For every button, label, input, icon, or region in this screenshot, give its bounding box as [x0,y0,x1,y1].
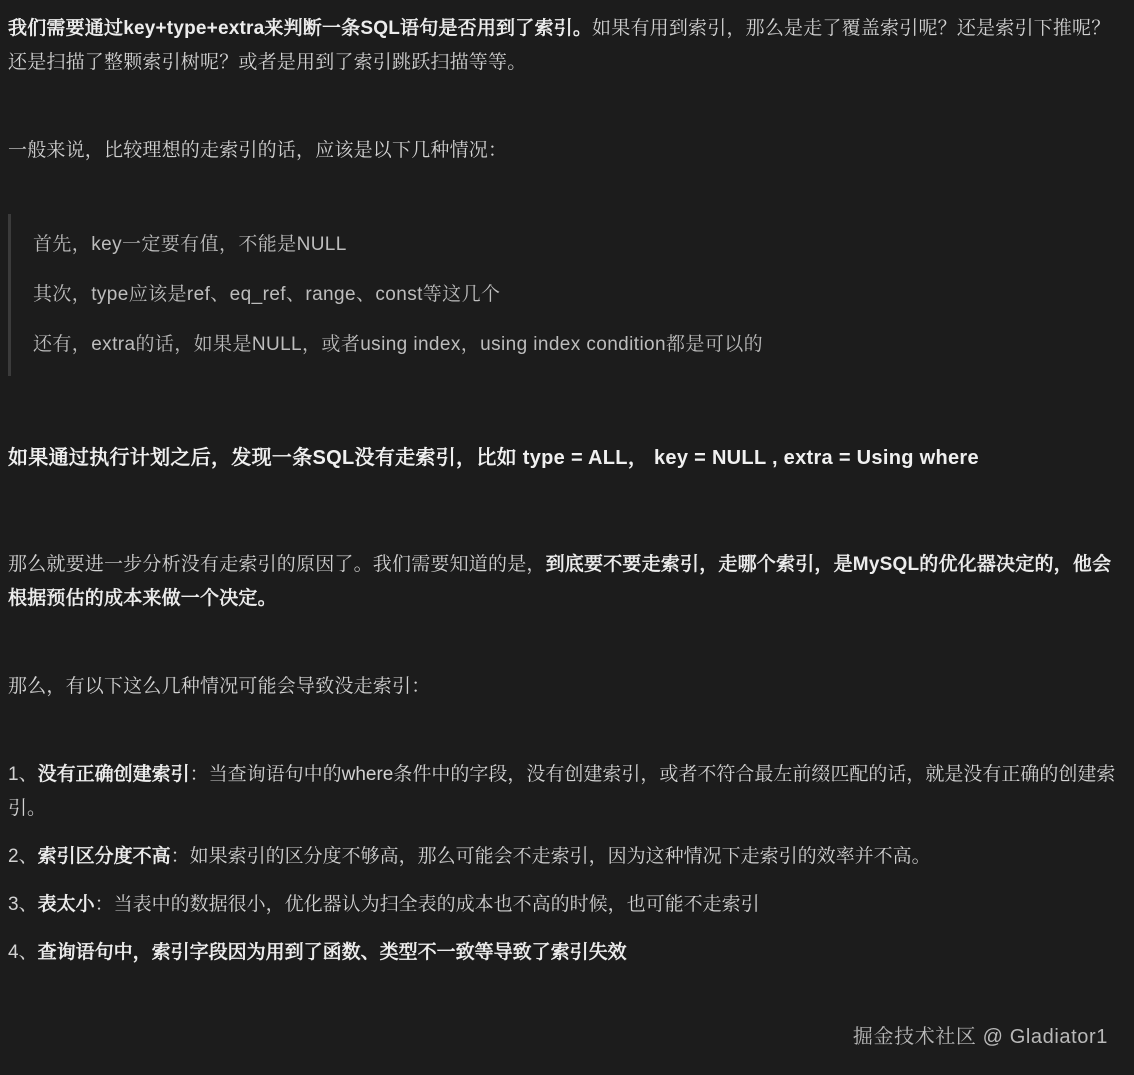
quote-block [8,214,1122,376]
reason-number-4: 4、 [8,942,38,963]
list-item [8,758,1122,826]
watermark: 掘金技术社区 @ Gladiator1 [852,1026,1108,1048]
headline-no-index: 如果通过执行计划之后，发现一条SQL没有走索引，比如 type = ALL， key = NULL , extra = Using where [8,447,979,469]
paragraph-cases-lead: 那么，有以下这么几种情况可能会导致没走索引： [8,676,431,697]
spacer [8,616,1122,670]
article-content [8,12,1122,970]
spacer [8,494,1122,548]
spacer [8,80,1122,134]
reason-number-3: 3、 [8,894,38,915]
paragraph-optimizer [8,548,1122,616]
list-item [8,840,1122,874]
reason-number-2: 2、 [8,846,38,867]
reason-text-3: ：当表中的数据很小，优化器认为扫全表的成本也不高的时候，也可能不走索引 [94,894,760,915]
paragraph-ideal: 一般来说，比较理想的走索引的话，应该是以下几种情况： [8,140,508,161]
intro-bold-lead: 我们需要通过key+type+extra来判断一条SQL语句是否用到了索引。 [8,18,593,39]
reason-bold-2: 索引区分度不高 [37,846,171,867]
reasons-list [8,758,1122,970]
list-item [8,936,1122,970]
intro-paragraph [8,12,1122,80]
quote-line-2: 其次，type应该是ref、eq_ref、range、const等这几个 [33,284,501,305]
optimizer-lead: 那么就要进一步分析没有走索引的原因了。我们需要知道的是， [8,554,546,575]
quote-line-3: 还有，extra的话，如果是NULL，或者using index，using index condition都是可以的 [33,334,763,355]
reason-bold-1: 没有正确创建索引 [37,764,190,785]
quote-line-1: 首先，key一定要有值，不能是NULL [33,234,347,255]
intro-rest: 如果有用到索引，那么是走了覆盖索引呢？还是索引下推呢？还是扫描了整颗索引树呢？或者是用到了索引跳跃扫描等等。 [8,18,1111,73]
reason-bold-3: 表太小 [37,894,95,915]
spacer [8,376,1122,422]
list-item [8,888,1122,922]
reason-text-1: ：当查询语句中的where条件中的字段，没有创建索引，或者不符合最左前缀匹配的话，就是没有正确的创建索引。 [8,764,1116,819]
reason-text-2: ：如果索引的区分度不够高，那么可能会不走索引，因为这种情况下走索引的效率并不高。 [170,846,931,867]
reason-bold-4: 查询语句中，索引字段因为用到了函数、类型不一致等导致了索引失效 [37,942,627,963]
spacer [8,704,1122,758]
reason-number-1: 1、 [8,764,38,785]
spacer [8,168,1122,214]
optimizer-bold-tail: 到底要不要走索引，走哪个索引，是MySQL的优化器决定的，他会根据预估的成本来做一个决定。 [8,554,1112,609]
